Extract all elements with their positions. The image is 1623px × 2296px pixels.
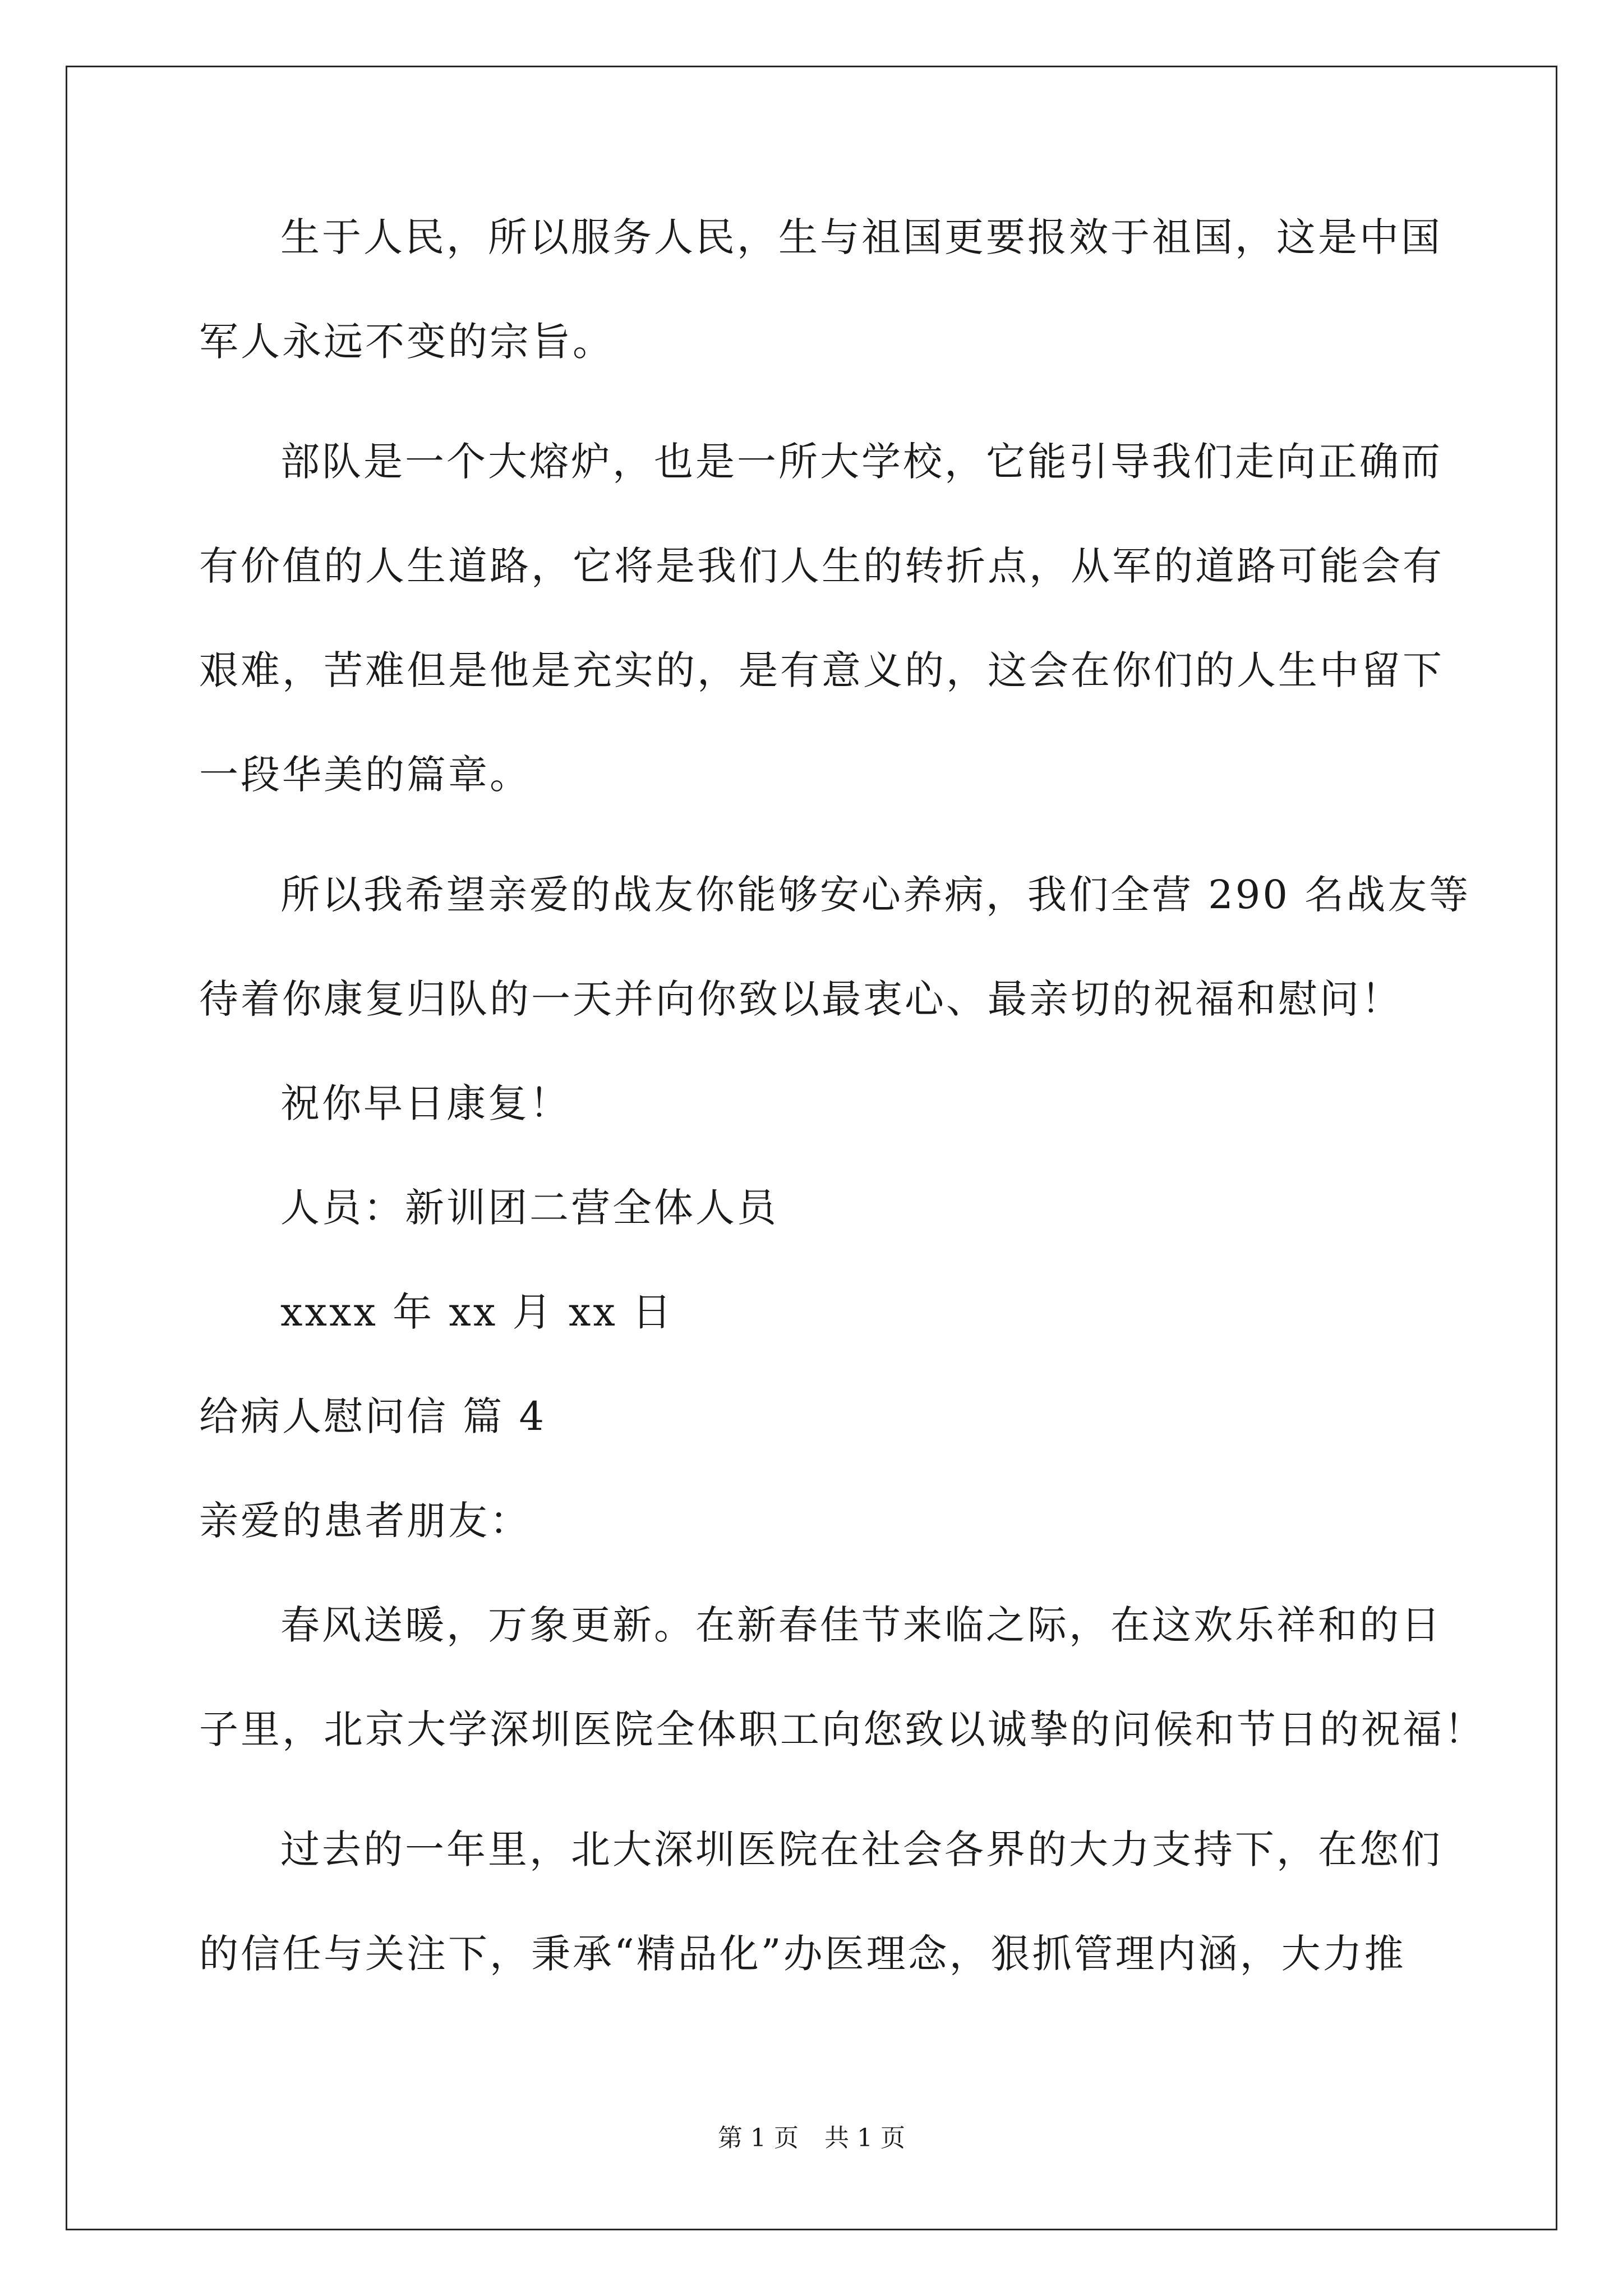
paragraph-line: 艰难，苦难但是他是充实的，是有意义的，这会在你们的人生中留下 [199,647,1444,693]
signature-line: 人员：新训团二营全体人员 [280,1185,778,1231]
page-total: 共 1 页 [824,2124,905,2152]
paragraph-line: 子里，北京大学深圳医院全体职工向您致以诚挚的问候和节日的祝福！ [199,1706,1486,1752]
page-number: 第 1 页 [718,2124,799,2152]
paragraph-line: 军人永远不变的宗旨。 [199,319,614,365]
paragraph-line: 部队是一个大熔炉，也是一所大学校，它能引导我们走向正确而 [280,439,1442,485]
paragraph-line: 的信任与关注下，秉承“精品化”办医理念，狠抓管理内涵，大力推 [199,1931,1406,1977]
section-heading: 给病人慰问信 篇 4 [199,1393,547,1439]
closing-wish: 祝你早日康复！ [280,1080,571,1126]
paragraph-line: 有价值的人生道路，它将是我们人生的转折点，从军的道路可能会有 [199,543,1444,589]
paragraph-line: 生于人民，所以服务人民，生与祖国更要报效于祖国，这是中国 [280,214,1442,260]
salutation: 亲爱的患者朋友： [199,1498,531,1544]
paragraph-line: 待着你康复归队的一天并向你致以最衷心、最亲切的祝福和慰问！ [199,976,1403,1022]
date-line: xxxx 年 xx 月 xx 日 [280,1289,674,1335]
paragraph-line: 春风送暖，万象更新。在新春佳节来临之际，在这欢乐祥和的日 [280,1602,1442,1648]
paragraph-line: 一段华美的篇章。 [199,752,531,798]
page-border [66,66,1557,2230]
page-footer [0,2126,1623,2151]
paragraph-line: 所以我希望亲爱的战友你能够安心养病，我们全营 290 名战友等 [280,872,1471,918]
paragraph-line: 过去的一年里，北大深圳医院在社会各界的大力支持下，在您们 [280,1826,1442,1872]
